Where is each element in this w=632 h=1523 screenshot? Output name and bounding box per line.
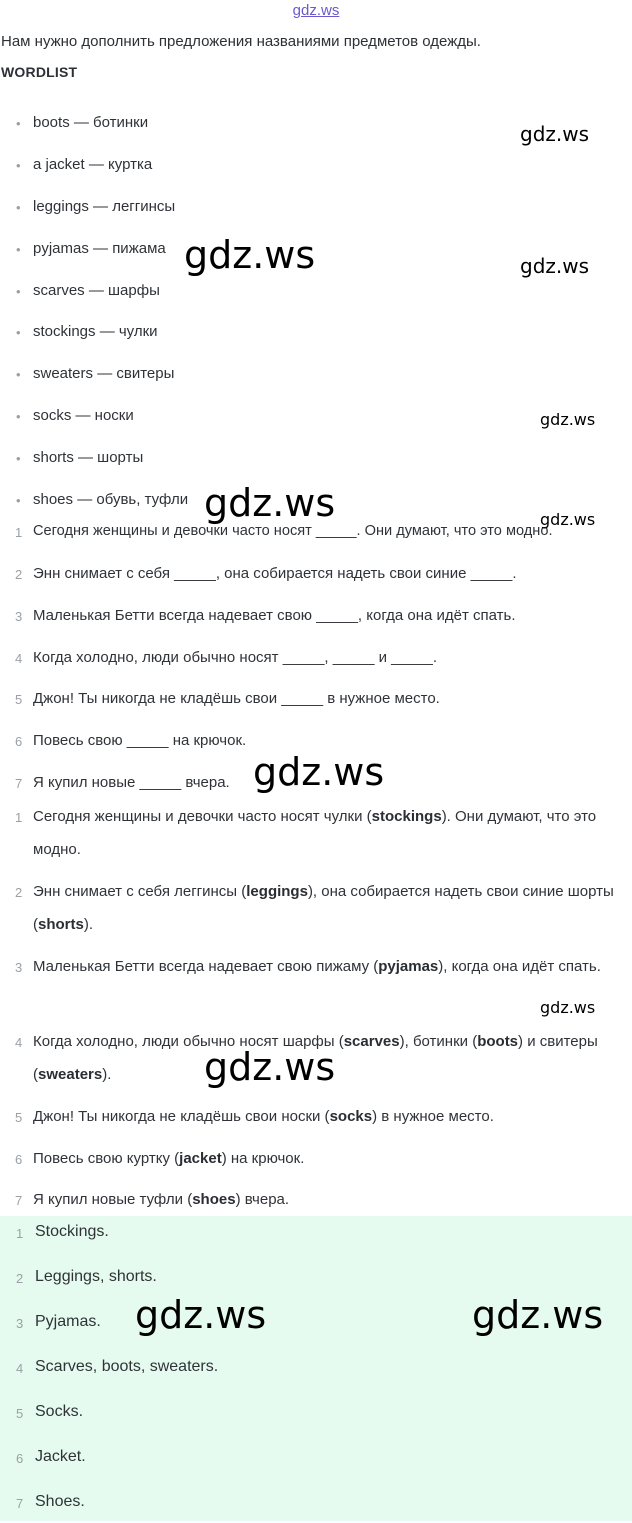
translation-item: 5 Джон! Ты никогда не кладёшь свои носки (socks) в нужное место. (15, 1108, 494, 1125)
list-item: • socks — носки (16, 407, 134, 424)
watermark: gdz.ws (520, 254, 590, 278)
bullet-icon: • (16, 158, 21, 173)
translation-item: 1 Сегодня женщины и девочки часто носят чулки (stockings). Они думают, что это модно. (15, 808, 597, 858)
watermark: gdz.ws (540, 410, 596, 429)
watermark: gdz.ws (253, 750, 385, 794)
list-item: • shoes — обувь, туфли (16, 491, 189, 508)
answer-item: 2 Leggings, shorts. (16, 1268, 157, 1286)
site-link[interactable]: gdz.ws (292, 2, 340, 19)
bullet-icon: • (16, 493, 21, 508)
watermark: gdz.ws (540, 998, 596, 1017)
task-item: 2 Энн снимает с себя _____, она собирается надеть свои синие _____. (15, 565, 517, 582)
watermark: gdz.ws (520, 122, 590, 146)
bullet-icon: • (16, 367, 21, 382)
bullet-icon: • (16, 116, 21, 131)
bullet-icon: • (16, 242, 21, 257)
watermark: gdz.ws (472, 1293, 604, 1337)
answer-item: 7 Shoes. (16, 1493, 85, 1511)
bullet-icon: • (16, 284, 21, 299)
bullet-icon: • (16, 325, 21, 340)
answer-item: 6 Jacket. (16, 1448, 86, 1466)
watermark: gdz.ws (184, 233, 316, 277)
list-item: • a jacket — куртка (16, 156, 153, 173)
translation-item: 4 Когда холодно, люди обычно носят шарфы (scarves), ботинки (boots) и свитеры (sweaters). (15, 1033, 598, 1083)
translation-item: 6 Повесь свою куртку (jacket) на крючок. (15, 1150, 305, 1167)
task-item: 1 Сегодня женщины и девочки часто носят _____. Они думают, что это модно. (15, 523, 553, 540)
task-item: 3 Маленькая Бетти всегда надевает свою _____, когда она идёт спать. (15, 607, 516, 624)
answer-item: 5 Socks. (16, 1403, 84, 1421)
list-item: • pyjamas — пижама (16, 240, 166, 257)
translation-item: 3 Маленькая Бетти всегда надевает свою пижаму (pyjamas), когда она идёт спать. (15, 958, 601, 975)
watermark: gdz.ws (135, 1293, 267, 1337)
list-item: • scarves — шарфы (16, 282, 160, 299)
translation-item: 2 Энн снимает с себя леггинсы (leggings), она собирается надеть свои синие шорты (shorts). (15, 883, 614, 933)
watermark: gdz.ws (540, 510, 596, 529)
bullet-icon: • (16, 409, 21, 424)
list-item: • boots — ботинки (16, 114, 149, 131)
watermark: gdz.ws (204, 481, 336, 525)
answers-block (0, 1216, 632, 1521)
list-item: • leggings — леггинсы (16, 198, 176, 215)
task-item: 7 Я купил новые _____ вчера. (15, 774, 230, 791)
task-item: 6 Повесь свою _____ на крючок. (15, 732, 247, 749)
intro-text: Нам нужно дополнить предложения названиями предметов одежды. (1, 33, 481, 50)
bullet-icon: • (16, 451, 21, 466)
translation-item: 7 Я купил новые туфли (shoes) вчера. (15, 1191, 290, 1208)
task-item: 5 Джон! Ты никогда не кладёшь свои _____ в нужное место. (15, 690, 440, 707)
answer-item: 4 Scarves, boots, sweaters. (16, 1358, 219, 1376)
list-item: • sweaters — свитеры (16, 365, 175, 382)
wordlist-heading: WORDLIST (1, 64, 78, 80)
answer-item: 3 Pyjamas. (16, 1313, 101, 1331)
task-item: 4 Когда холодно, люди обычно носят _____, _____ и _____. (15, 649, 438, 666)
answer-item: 1 Stockings. (16, 1223, 109, 1241)
watermark: gdz.ws (204, 1045, 336, 1089)
list-item: • shorts — шорты (16, 449, 144, 466)
bullet-icon: • (16, 200, 21, 215)
list-item: • stockings — чулки (16, 323, 158, 340)
